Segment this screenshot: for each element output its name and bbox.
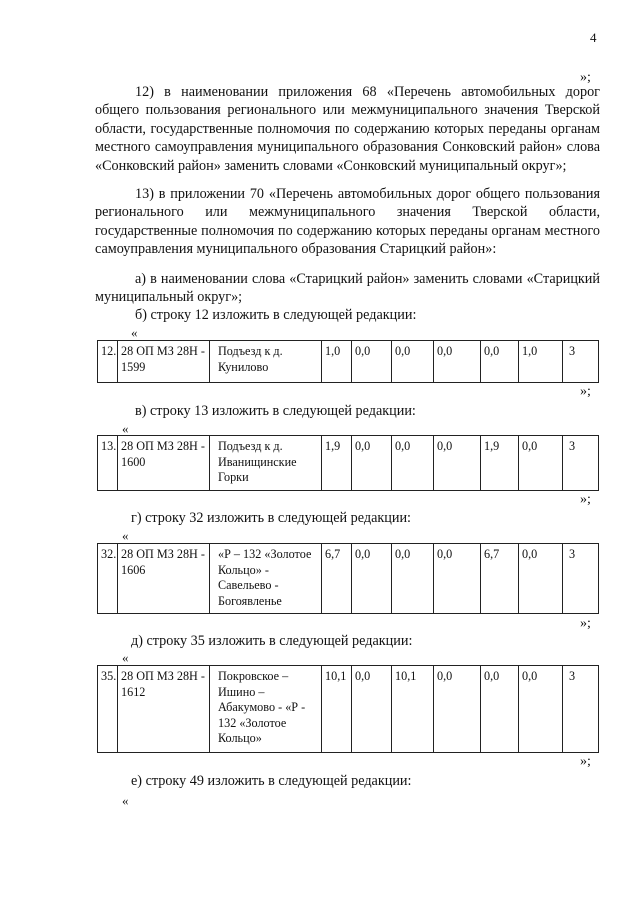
value-cell: 0,0 [519,544,563,614]
value-cell: 0,0 [352,341,392,383]
value-cell: 0,0 [352,544,392,614]
value-cell: 0,0 [434,544,481,614]
closing-quote: »; [580,384,591,399]
paragraph-sub-a: а) в наименовании слова «Старицкий район» заменить словами «Старицкий муниципальный округ»; [95,271,600,306]
value-cell: 0,0 [392,341,434,383]
opening-quote: « [122,650,129,665]
table-row-35 [97,665,599,753]
road-name-cell: Подъезд к д. Кунилово [210,341,322,383]
road-code-cell: 28 ОП МЗ 28Н - 1606 [118,544,210,614]
paragraph-item-13: 13) в приложении 70 «Перечень автомобильных дорог общего пользования регионального или межмуниципального значения Тверской области, государственные полномочия по содержанию которых переданы органам местного самоуправления муниципального образования Старицкий район»: [95,186,600,258]
value-cell: 10,1 [322,666,352,753]
opening-quote: « [122,528,129,543]
row-number-cell: 35. [98,666,118,753]
value-cell: 6,7 [481,544,519,614]
value-cell: 1,9 [322,436,352,491]
opening-quote: « [131,325,138,340]
row-number-cell: 13. [98,436,118,491]
value-cell: 3 [563,341,599,383]
closing-quote: »; [580,754,591,769]
row-number-cell: 12. [98,341,118,383]
opening-quote: « [122,421,129,436]
paragraph-sub-v: в) строку 13 изложить в следующей редакции: [135,403,416,419]
paragraph-sub-g: г) строку 32 изложить в следующей редакции: [131,510,411,526]
paragraph-sub-d: д) строку 35 изложить в следующей редакции: [131,633,413,649]
value-cell: 1,9 [481,436,519,491]
value-cell: 0,0 [392,544,434,614]
value-cell: 3 [563,666,599,753]
value-cell: 3 [563,436,599,491]
road-code-cell: 28 ОП МЗ 28Н - 1600 [118,436,210,491]
value-cell: 3 [563,544,599,614]
paragraph-item-12: 12) в наименовании приложения 68 «Перечень автомобильных дорог общего пользования регионального или межмуниципального значения Тверской области, государственные полномочия по содержанию которых переданы органам местного самоуправления муниципального образования Сонковский район» слова «Сонковский район» заменить словами «Сонковский муниципальный округ»; [95,84,600,174]
value-cell: 0,0 [481,341,519,383]
paragraph-sub-b: б) строку 12 изложить в следующей редакции: [135,307,417,323]
value-cell: 1,0 [519,341,563,383]
value-cell: 10,1 [392,666,434,753]
value-cell: 1,0 [322,341,352,383]
table-row-13 [97,435,599,491]
closing-quote: »; [580,70,591,85]
road-name-cell: Покровское – Ишино – Абакумово - «Р - 132 «Золотое Кольцо» [210,666,322,753]
table-row-32 [97,543,599,614]
road-code-cell: 28 ОП МЗ 28Н - 1612 [118,666,210,753]
page-number: 4 [590,30,597,45]
value-cell: 0,0 [481,666,519,753]
paragraph-sub-e: е) строку 49 изложить в следующей редакции: [131,773,412,789]
value-cell: 0,0 [434,666,481,753]
value-cell: 0,0 [352,436,392,491]
table-row-12 [97,340,599,383]
value-cell: 0,0 [519,436,563,491]
value-cell: 0,0 [352,666,392,753]
road-name-cell: Подъезд к д. Иванищинские Горки [210,436,322,491]
closing-quote: »; [580,492,591,507]
road-code-cell: 28 ОП МЗ 28Н - 1599 [118,341,210,383]
value-cell: 6,7 [322,544,352,614]
value-cell: 0,0 [434,436,481,491]
row-number-cell: 32. [98,544,118,614]
closing-quote: »; [580,616,591,631]
road-name-cell: «Р – 132 «Золотое Кольцо» - Савельево - Богоявленье [210,544,322,614]
opening-quote: « [122,793,129,808]
value-cell: 0,0 [434,341,481,383]
value-cell: 0,0 [519,666,563,753]
value-cell: 0,0 [392,436,434,491]
